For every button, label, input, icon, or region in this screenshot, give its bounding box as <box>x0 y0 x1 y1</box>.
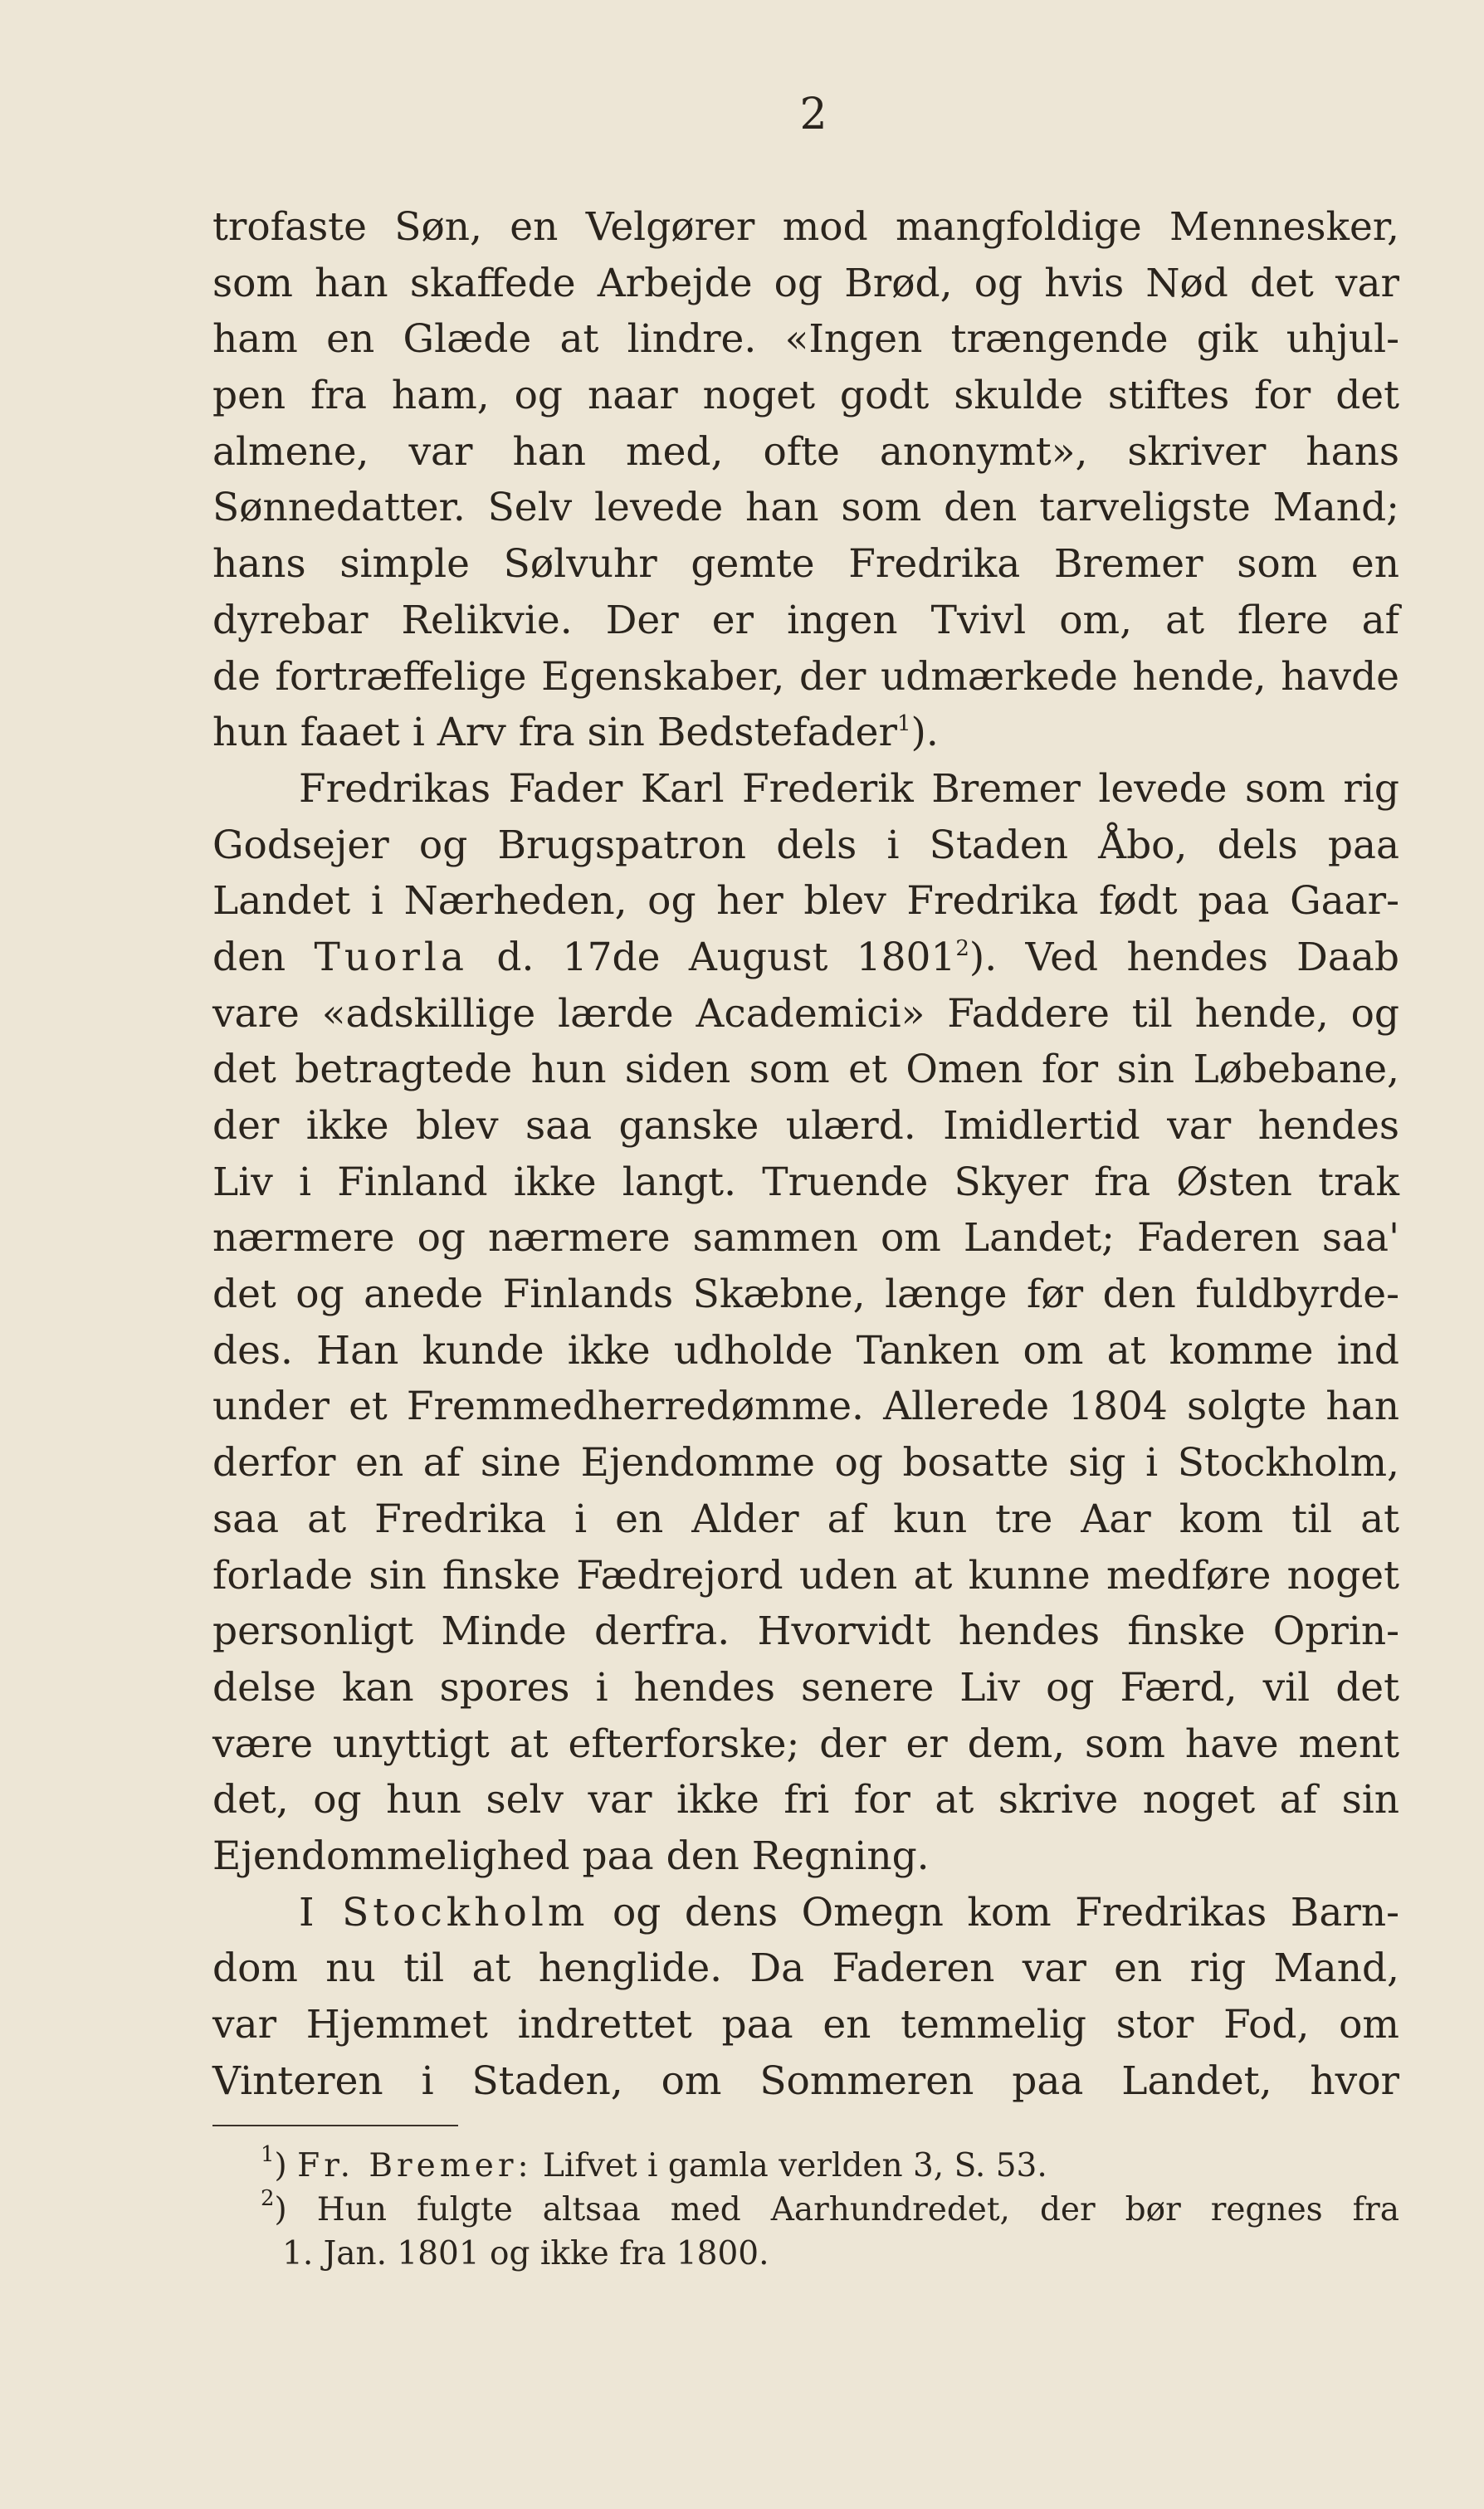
text-line: Sønnedatter. Selv levede han som den tarveligste Mand; <box>212 485 1399 531</box>
footnote-1 <box>212 2144 1399 2188</box>
text-line: Fredrikas Fader Karl Frederik Bremer levede som rig <box>299 765 1399 812</box>
footnote-ref: 2 <box>955 935 969 961</box>
text-line: derfor en af sine Ejendomme og bosatte sig i Stockholm, <box>212 1440 1399 1486</box>
text-line: personligt Minde derfra. Hvorvidt hendes finske Oprin- <box>212 1608 1399 1655</box>
text-line: forlade sin finske Fædrejord uden at kunne medføre noget <box>212 1552 1399 1599</box>
footnote-marker: 2 <box>261 2186 275 2211</box>
footnote-author: Fr. Bremer: <box>297 2147 533 2184</box>
text-fragment: den <box>212 934 286 980</box>
sentence-period: . <box>925 710 939 756</box>
text-line: Godsejer og Brugspatron dels i Staden Åbo, dels paa <box>212 822 1399 868</box>
text-line: nærmere og nærmere sammen om Landet; Faderen saa' <box>212 1215 1399 1262</box>
text-fragment: I <box>299 1889 319 1935</box>
text-line: der ikke blev saa ganske ulærd. Imidlertid var hendes <box>212 1103 1399 1149</box>
text-fragment: og dens Omegn kom Fredrikas Barn- <box>612 1889 1399 1935</box>
footnote-text: Lifvet i gamla verlden 3, S. 53. <box>543 2147 1047 2184</box>
text-line: Ejendommelighed paa den Regning. <box>212 1833 930 1879</box>
footnote-text: Hun fulgte altsaa med Aarhundredet, der bør regnes fra <box>316 2191 1399 2228</box>
text-line: almene, var han med, ofte anonymt», skriver hans <box>212 428 1399 475</box>
text-line: hans simple Sølvuhr gemte Fredrika Bremer som en <box>212 541 1399 588</box>
text-line: pen fra ham, og naar noget godt skulde stiftes for det <box>212 373 1399 419</box>
footnote-2: $^2$) Hun fulgte altsaa med Aarhundredet, der bør regnes fra <box>261 2186 1399 2228</box>
text-line <box>212 705 1399 761</box>
body-text <box>212 199 1399 2109</box>
text-line <box>212 1885 1399 1941</box>
footnote-ref-close: ) <box>910 710 926 756</box>
text-line: vare «adskillige lærde Academici» Faddere til hende, og <box>212 990 1399 1037</box>
text-line: Vinteren i Staden, om Sommeren paa Landet, hvor <box>212 2057 1399 2104</box>
footnote-2-continuation: 1. Jan. 1801 og ikke fra 1800. <box>282 2235 769 2272</box>
place-name: Stockholm <box>342 1889 589 1935</box>
text-line: det betragtede hun siden som et Omen for sin Løbebane, <box>212 1047 1399 1093</box>
text-line: dyrebar Relikvie. Der er ingen Tvivl om, at flere af <box>212 597 1399 643</box>
text-line: saa at Fredrika i en Alder af kun tre Aar kom til at <box>212 1496 1399 1542</box>
text-line: Liv i Finland ikke langt. Truende Skyer fra Østen trak <box>212 1159 1399 1205</box>
footnote-divider <box>212 2125 458 2126</box>
text-fragment: ). Ved hendes Daab <box>969 934 1399 980</box>
text-line: det og anede Finlands Skæbne, længe før den fuldbyrde- <box>212 1272 1399 1318</box>
text-line: det, og hun selv var ikke fri for at skrive noget af sin <box>212 1777 1399 1823</box>
text-line: de fortræffelige Egenskaber, der udmærkede hende, havde <box>212 653 1399 700</box>
text-line: delse kan spores i hendes senere Liv og Færd, vil det <box>212 1664 1399 1711</box>
footnote-marker: 1 <box>261 2142 275 2167</box>
text-line <box>212 930 1399 986</box>
place-name: Tuorla <box>314 934 468 980</box>
text-line: være unyttigt at efterforske; der er dem, som have ment <box>212 1721 1399 1767</box>
text-line: var Hjemmet indrettet paa en temmelig stor Fod, om <box>212 2002 1399 2048</box>
text-fragment: d. 17de August 1801 <box>496 934 956 980</box>
footnotes <box>212 2144 1399 2276</box>
text-line: dom nu til at henglide. Da Faderen var en rig Mand, <box>212 1945 1399 1992</box>
text-line: som han skaffede Arbejde og Brød, og hvis Nød det var <box>212 260 1399 306</box>
page-number: 2 <box>799 90 827 139</box>
text-line: ham en Glæde at lindre. «Ingen trængende gik uhjul- <box>212 316 1399 363</box>
text-line: trofaste Søn, en Velgører mod mangfoldige Mennesker, <box>212 204 1399 250</box>
text-line: Landet i Nærheden, og her blev Fredrika født paa Gaar- <box>212 878 1399 925</box>
text-line: des. Han kunde ikke udholde Tanken om at komme ind <box>212 1327 1399 1374</box>
footnote-ref: 1 <box>896 711 911 737</box>
text-line: under et Fremmedherredømme. Allerede 1804 solgte han <box>212 1384 1399 1430</box>
text-fragment: hun faaet i Arv fra sin Bedstefader <box>212 710 897 756</box>
footnote-marker-close: ) <box>274 2147 287 2184</box>
